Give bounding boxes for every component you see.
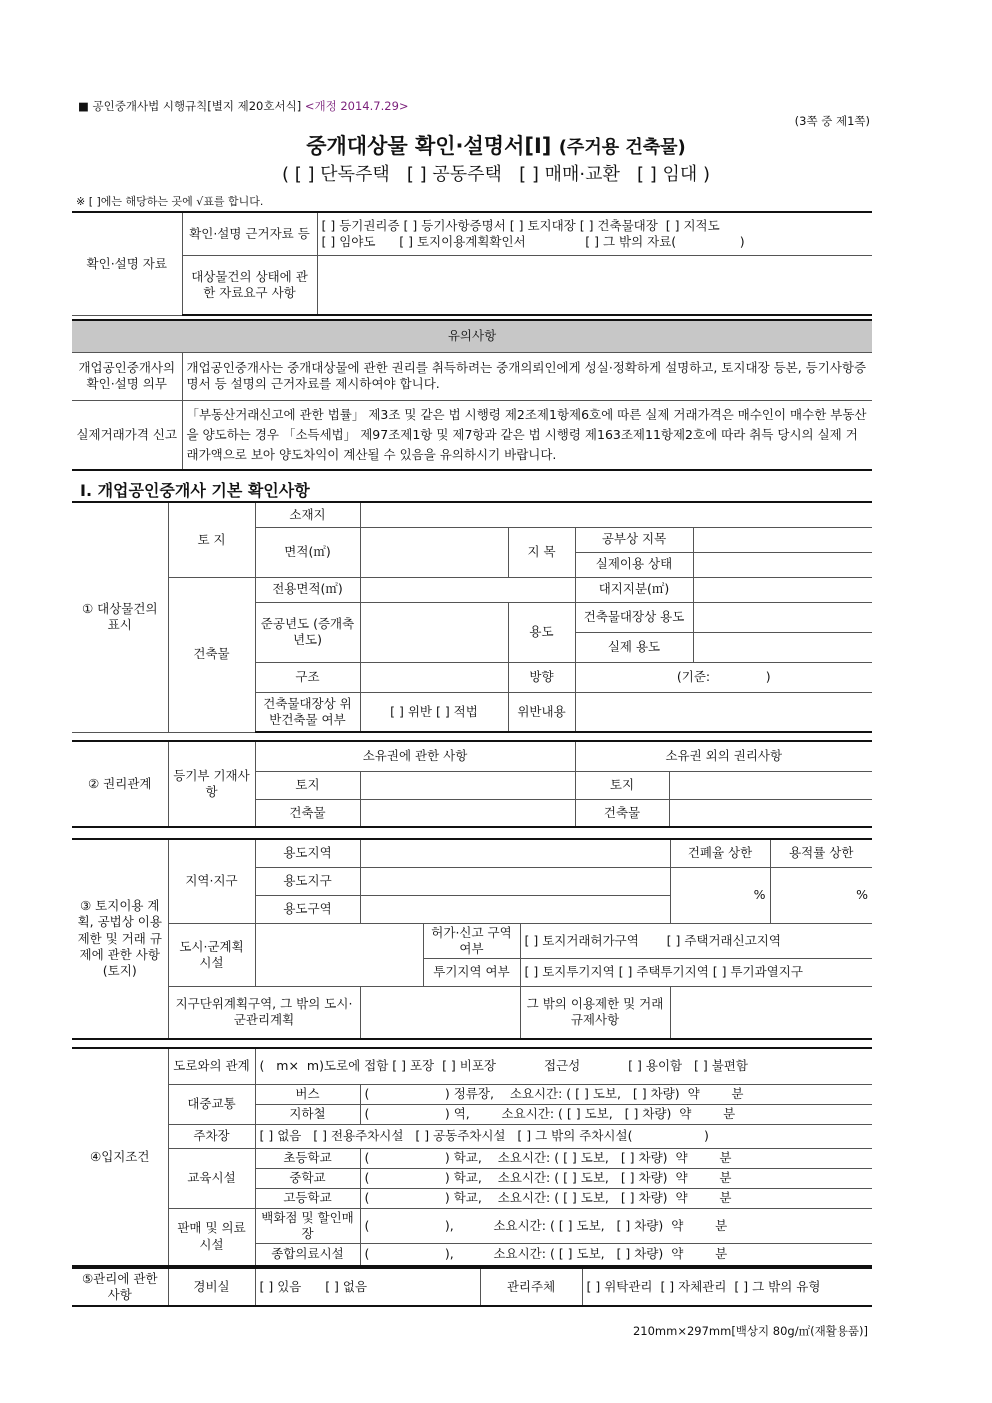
far-field[interactable]: % <box>770 867 872 923</box>
education-label: 교육시설 <box>168 1148 255 1208</box>
landuse-table <box>72 838 872 1040</box>
document-title <box>0 130 992 160</box>
violation-detail-label: 위반내용 <box>508 692 575 732</box>
security-options[interactable]: [ ] 있음 [ ] 없음 <box>255 1268 480 1306</box>
basis-label: 확인·설명 근거자료 등 <box>182 212 317 255</box>
violation-options[interactable]: [ ] 위반 [ ] 적법 <box>360 692 508 732</box>
building-label: 건축물 <box>168 577 255 732</box>
registry-usage-field[interactable] <box>693 602 872 632</box>
use-area-field[interactable] <box>360 895 670 923</box>
registry-usage-label: 건축물대장상 용도 <box>575 602 693 632</box>
title-main: 중개대상물 확인·설명서[Ⅰ] <box>306 134 552 158</box>
use-area-label: 용도구역 <box>255 895 360 923</box>
hospital-field[interactable]: ( ), 소요시간: ( [ ] 도보, [ ] 차량) 약 분 <box>360 1244 872 1266</box>
bcr-label: 건폐율 상한 <box>670 839 770 867</box>
title-sub: (주거용 건축물) <box>558 137 686 158</box>
use-district-label: 용도지구 <box>255 867 360 895</box>
duty-label: 개업공인중개사의 확인·설명 의무 <box>72 352 182 400</box>
exclusive-area-field[interactable] <box>360 577 575 602</box>
road-options[interactable]: ( m× m)도로에 접함 [ ] 포장 [ ] 비포장 <box>259 1058 496 1074</box>
actual-usage-field[interactable] <box>693 632 872 662</box>
subway-field[interactable]: ( ) 역, 소요시간: ( [ ] 도보, [ ] 차량) 약 분 <box>360 1104 872 1124</box>
speculation-label: 투기지역 여부 <box>423 959 520 987</box>
permit-options[interactable]: [ ] 토지거래허가구역 [ ] 주택거래신고지역 <box>520 923 872 959</box>
land-label: 토 지 <box>168 502 255 577</box>
use-region-field[interactable] <box>360 839 670 867</box>
transit-label: 대중교통 <box>168 1084 255 1124</box>
high-field[interactable]: ( ) 학교, 소요시간: ( [ ] 도보, [ ] 차량) 약 분 <box>360 1188 872 1208</box>
official-jimok-field[interactable] <box>693 527 872 552</box>
other-land-label: 토지 <box>575 771 669 799</box>
dept-store-field[interactable]: ( ), 소요시간: ( [ ] 도보, [ ] 차량) 약 분 <box>360 1208 872 1244</box>
jimok-label: 지 목 <box>508 527 575 577</box>
management-group-label: ⑤관리에 관한사항 <box>72 1268 168 1306</box>
parking-label: 주차장 <box>168 1124 255 1148</box>
registry-label: 등기부 기재사항 <box>168 741 255 827</box>
official-jimok-label: 공부상 지목 <box>575 527 693 552</box>
request-label: 대상물건의 상태에 관한 자료요구 사항 <box>182 255 317 315</box>
property-type-options: ( [ ] 단독주택 [ ] 공동주택 [ ] 매매·교환 [ ] 임대 ) <box>281 164 711 185</box>
location-table <box>72 1047 872 1267</box>
section-1-title: Ⅰ. 개업공인중개사 기본 확인사항 <box>80 481 310 500</box>
other-building-field[interactable] <box>669 799 872 827</box>
notice-header: 유의사항 <box>72 320 872 352</box>
violation-label: 건축물대장상 위반건축물 여부 <box>255 692 360 732</box>
ownership-header: 소유권에 관한 사항 <box>255 741 575 771</box>
commerce-label: 판매 및 의료시설 <box>168 1208 255 1266</box>
rights-table <box>72 740 872 828</box>
other-land-field[interactable] <box>669 771 872 799</box>
dept-store-label: 백화점 및 할인매장 <box>255 1208 360 1244</box>
property-group-label: ① 대상물건의 표시 <box>72 502 168 732</box>
permit-label: 허가·신고 구역 여부 <box>423 923 520 959</box>
price-label: 실제거래가격 신고 <box>72 400 182 470</box>
other-rights-header: 소유권 외의 권리사항 <box>575 741 872 771</box>
location-label: 소재지 <box>255 502 360 527</box>
high-label: 고등학교 <box>255 1188 360 1208</box>
management-table <box>72 1267 872 1307</box>
zone-label: 지역·지구 <box>168 839 255 923</box>
far-label: 용적률 상한 <box>770 839 872 867</box>
ownership-land-label: 토지 <box>255 771 360 799</box>
urban-facility-label: 도시·군계획 시설 <box>168 923 255 987</box>
paper-spec: 210mm×297mm[백상지 80g/㎡(재활용품)] <box>632 1324 868 1338</box>
use-region-label: 용도지역 <box>255 839 360 867</box>
road-row <box>255 1048 872 1084</box>
usage-label: 용도 <box>508 602 575 662</box>
other-restrict-field[interactable] <box>670 987 872 1039</box>
access-options[interactable]: [ ] 용이함 [ ] 불편함 <box>628 1058 748 1074</box>
speculation-options[interactable]: [ ] 토지투기지역 [ ] 주택투기지역 [ ] 투기과열지구 <box>520 959 872 987</box>
duty-text: 개업공인중개사는 중개대상물에 관한 권리를 취득하려는 중개의뢰인에게 성실·정확하게 설명하고, 토지대장 등본, 등기사항증명서 등 설명의 근거자료를 제시하여야 합니다. <box>182 352 872 400</box>
subway-label: 지하철 <box>255 1104 360 1124</box>
elementary-field[interactable]: ( ) 학교, 소요시간: ( [ ] 도보, [ ] 차량) 약 분 <box>360 1148 872 1168</box>
confirm-table <box>72 211 872 316</box>
middle-label: 중학교 <box>255 1168 360 1188</box>
structure-label: 구조 <box>255 662 360 692</box>
basis-options[interactable] <box>317 212 872 255</box>
violation-detail-field[interactable] <box>575 692 872 732</box>
regulation-text: ■ 공인중개사법 시행규칙[별지 제20호서식] <box>78 99 302 113</box>
middle-field[interactable]: ( ) 학교, 소요시간: ( [ ] 도보, [ ] 차량) 약 분 <box>360 1168 872 1188</box>
security-label: 경비실 <box>168 1268 255 1306</box>
use-district-field[interactable] <box>360 867 670 895</box>
exclusive-area-label: 전용면적(㎡) <box>255 577 360 602</box>
revision-text: <개정 2014.7.29> <box>304 99 409 113</box>
elementary-label: 초등학교 <box>255 1148 360 1168</box>
land-share-label: 대지지분(㎡) <box>575 577 693 602</box>
price-text: 「부동산거래신고에 관한 법률」 제3조 및 같은 법 시행령 제2조제1항제6호에 따른 실제 거래가격은 매수인이 매수한 부동산을 양도하는 경우 「소득세법」 제97조제1항 및 제7항과 같은 법 시행령 제163조제11항제2호에 따라 취득 당시의 실제 거래가액으로 보아 양도차익이 계산될 수 있음을 유의하시기 바랍니다. <box>182 400 872 470</box>
other-building-label: 건축물 <box>575 799 669 827</box>
actual-use-label: 실제이용 상태 <box>575 552 693 577</box>
structure-field[interactable] <box>360 662 508 692</box>
area-field[interactable] <box>360 527 508 577</box>
rights-group-label: ② 권리관계 <box>72 741 168 827</box>
request-field[interactable] <box>317 255 872 315</box>
check-note: ※ [ ]에는 해당하는 곳에 √표를 합니다. <box>76 195 264 208</box>
ownership-building-label: 건축물 <box>255 799 360 827</box>
completion-year-field[interactable] <box>360 602 508 662</box>
access-label: 접근성 <box>543 1058 581 1074</box>
district-plan-label: 지구단위계획구역, 그 밖의 도시·군관리계획 <box>168 987 360 1039</box>
direction-field[interactable]: (기준: ) <box>575 662 872 692</box>
other-restrict-label: 그 밖의 이용제한 및 거래규제사항 <box>520 987 670 1039</box>
basis-line-1[interactable]: [ ] 등기권리증 [ ] 등기사항증명서 [ ] 토지대장 [ ] 건축물대장 [ ] 지적도 <box>321 217 720 233</box>
bus-field[interactable]: ( ) 정류장, 소요시간: ( [ ] 도보, [ ] 차량) 약 분 <box>360 1084 872 1104</box>
district-plan-field[interactable] <box>360 987 520 1039</box>
bus-label: 버스 <box>255 1084 360 1104</box>
landuse-group-label: ③ 토지이용 계획, 공법상 이용 제한 및 거래 규제에 관한 사항(토지) <box>72 839 168 1039</box>
road-label: 도로와의 관계 <box>168 1048 255 1084</box>
page-number: (3쪽 중 제1쪽) <box>794 114 870 128</box>
ownership-land-field[interactable] <box>360 771 575 799</box>
actual-use-field[interactable] <box>693 552 872 577</box>
urban-facility-field[interactable] <box>255 923 423 987</box>
hospital-label: 종합의료시설 <box>255 1244 360 1266</box>
confirm-group-label: 확인·설명 자료 <box>72 212 182 315</box>
completion-year-label: 준공년도 (증개축년도) <box>255 602 360 662</box>
area-label: 면적(㎡) <box>255 527 360 577</box>
notice-table <box>72 319 872 471</box>
basis-line-2[interactable]: [ ] 임야도 [ ] 토지이용계획확인서 [ ] 그 밖의 자료( ) <box>321 233 745 249</box>
parking-field[interactable]: [ ] 없음 [ ] 전용주차시설 [ ] 공동주차시설 [ ] 그 밖의 주차시설( ) <box>255 1124 872 1148</box>
property-table <box>72 501 872 733</box>
location-field[interactable] <box>360 502 872 527</box>
actual-usage-label: 실제 용도 <box>575 632 693 662</box>
location-group-label: ④입지조건 <box>72 1048 168 1266</box>
manager-options[interactable]: [ ] 위탁관리 [ ] 자체관리 [ ] 그 밖의 유형 <box>582 1268 872 1306</box>
ownership-building-field[interactable] <box>360 799 575 827</box>
direction-label: 방향 <box>508 662 575 692</box>
land-share-field[interactable] <box>693 577 872 602</box>
regulation-header <box>78 98 409 114</box>
manager-label: 관리주체 <box>480 1268 582 1306</box>
bcr-field[interactable]: % <box>670 867 770 923</box>
